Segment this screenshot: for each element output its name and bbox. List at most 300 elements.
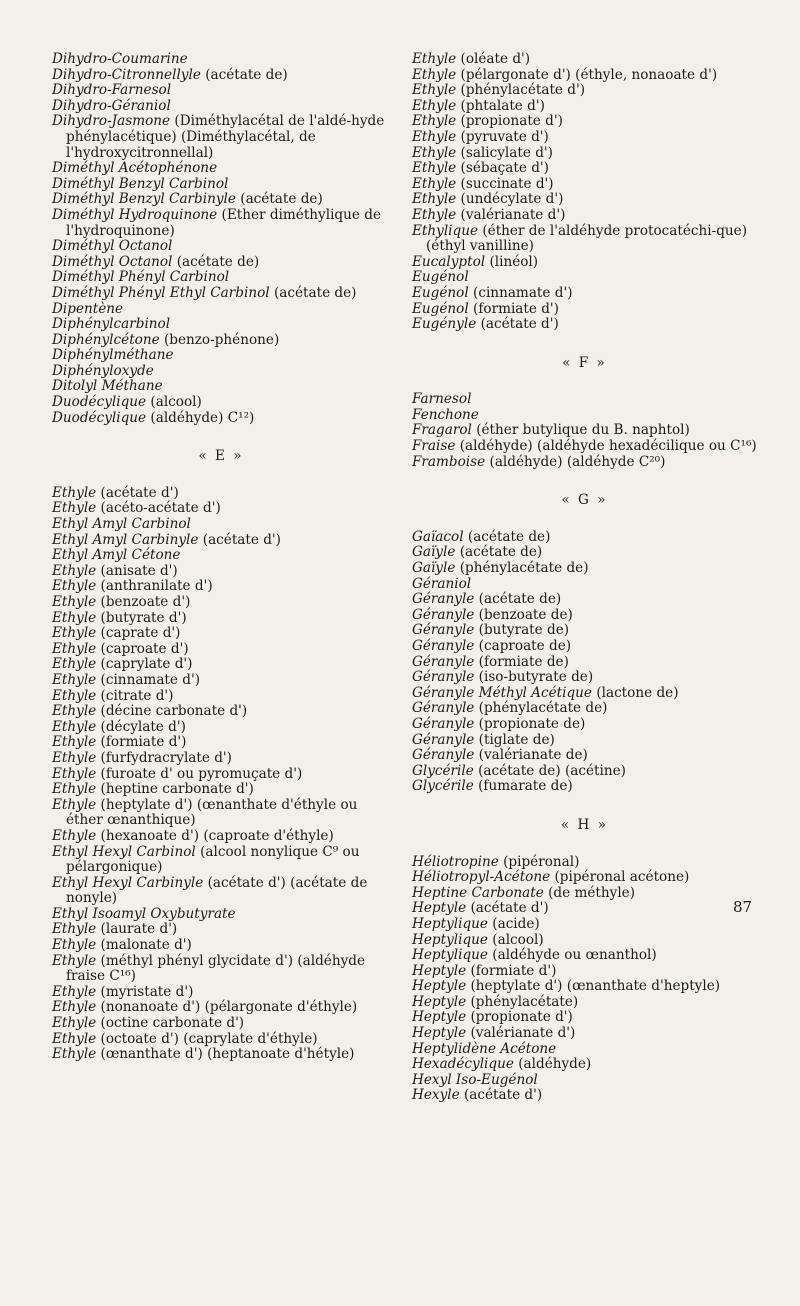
- index-entry: [52, 657, 390, 673]
- entry-term: Diméthyl Octanol: [52, 253, 173, 270]
- right-column: [412, 52, 757, 1104]
- index-entry: [52, 364, 390, 380]
- entry-description: (acétate de): [273, 284, 357, 301]
- entry-term: Ethyle: [412, 206, 457, 223]
- entry-term: Diphénylcétone: [52, 331, 160, 348]
- index-entry: [412, 733, 757, 749]
- entry-term: Ethyl Amyl Cétone: [52, 547, 181, 564]
- index-entry: [52, 1032, 390, 1048]
- index-entry: [52, 486, 390, 502]
- index-entry: [412, 917, 757, 933]
- entry-description: (phénylacétate): [470, 993, 579, 1010]
- entry-description: (acétate de): [478, 591, 562, 608]
- entry-term: Heptylique: [412, 931, 488, 948]
- entry-description: (pipéronal acétone): [554, 869, 690, 886]
- entry-term: Ethyle: [412, 144, 457, 161]
- entry-description: (alcool nonylique C⁹ ou pélargonique): [66, 843, 360, 876]
- entry-description: (valérianate d'): [470, 1025, 576, 1042]
- entry-description: (aldéhyde) (aldéhyde C²⁰): [489, 453, 666, 470]
- entry-description: (phénylacétate d'): [460, 82, 586, 99]
- index-entry: [52, 208, 390, 239]
- entry-term: Fraise: [412, 438, 456, 455]
- index-entry: [412, 948, 757, 964]
- index-entry: [52, 1047, 390, 1063]
- index-entry: [52, 782, 390, 798]
- entry-description: (hexanoate d') (caproate d'éthyle): [100, 827, 334, 844]
- entry-term: Heptyle: [412, 1025, 467, 1042]
- entry-term: Ethyle: [52, 937, 97, 954]
- entry-description: (pipéronal): [503, 853, 580, 870]
- entry-description: (caproate d'): [100, 640, 189, 657]
- entry-term: Géranyle: [412, 638, 475, 654]
- entry-term: Ethyle: [52, 921, 97, 938]
- index-entry: [412, 208, 757, 224]
- index-entry: [52, 379, 390, 395]
- entry-description: (heptylate d') (œnanthate d'heptyle): [470, 978, 721, 995]
- index-entry: [52, 411, 390, 427]
- entry-description: (Ether diméthylique de l'hydroquinone): [66, 206, 382, 239]
- entry-term: Géranyle: [412, 747, 475, 764]
- entry-description: (sébaçate d'): [460, 160, 549, 177]
- entry-term: Dihydro-Coumarine: [52, 51, 188, 67]
- index-entry: [52, 114, 390, 161]
- entry-term: Ethyle: [52, 1046, 97, 1063]
- entry-description: (undécylate d'): [460, 191, 564, 208]
- index-entry: [412, 901, 757, 917]
- entry-description: (benzoate d'): [100, 594, 191, 610]
- entry-term: Ethyle: [52, 703, 97, 720]
- index-entry: [412, 130, 757, 146]
- section-heading: « E »: [198, 448, 244, 465]
- index-entry: [52, 317, 390, 333]
- index-entry: [412, 255, 757, 271]
- entry-term: Ethyle: [52, 983, 97, 1000]
- entry-description: (formiate d'): [473, 300, 559, 317]
- index-entry: [412, 545, 757, 561]
- entry-term: Farnesol: [412, 391, 472, 408]
- entry-term: Heptyle: [412, 993, 467, 1010]
- entry-term: Ethylique: [412, 222, 479, 239]
- entry-description: (décine carbonate d'): [100, 703, 248, 720]
- entry-term: Ethyle: [52, 999, 97, 1016]
- index-entry: [412, 608, 757, 624]
- index-entry: [52, 68, 390, 84]
- entry-description: (lactone de): [596, 684, 679, 701]
- entry-term: Ethyle: [52, 625, 97, 642]
- entry-term: Ethyle: [412, 66, 457, 83]
- entry-description: (valérianate d'): [460, 206, 566, 223]
- index-entry: [412, 423, 757, 439]
- index-entry: [52, 286, 390, 302]
- index-entry: [412, 1088, 757, 1104]
- index-entry: [52, 673, 390, 689]
- index-entry: [52, 595, 390, 611]
- section-heading: « F »: [562, 354, 607, 371]
- index-entry: [412, 114, 757, 130]
- index-entry: [412, 83, 757, 99]
- entry-term: Ethyle: [52, 765, 97, 782]
- index-entry: [52, 845, 390, 876]
- entry-term: Ethyl Amyl Carbinyle: [52, 531, 199, 548]
- index-entry: [412, 177, 757, 193]
- entry-term: Fragarol: [412, 422, 472, 439]
- index-entry: [412, 408, 757, 424]
- entry-term: Eucalyptol: [412, 253, 486, 270]
- index-entry: [412, 439, 757, 455]
- index-entry: [412, 161, 757, 177]
- entry-description: (butyrate de): [478, 622, 570, 639]
- entry-description: (cinnamate d'): [473, 284, 573, 301]
- entry-description: (propionate d'): [460, 113, 563, 130]
- entry-term: Ethyl Amyl Carbinol: [52, 516, 191, 533]
- index-entry: [412, 561, 757, 577]
- index-entry: [52, 395, 390, 411]
- index-entry: [52, 333, 390, 349]
- entry-description: (succinate d'): [460, 175, 554, 192]
- entry-term: Eugénol: [412, 300, 469, 317]
- entry-term: Heptylidène Acétone: [412, 1040, 557, 1057]
- entry-term: Ethyl Hexyl Carbinol: [52, 843, 196, 860]
- entry-term: Glycérile: [412, 778, 474, 795]
- entry-description: (nonanoate d') (pélargonate d'éthyle): [100, 999, 358, 1016]
- entry-term: Dihydro-Géraniol: [52, 97, 171, 114]
- entry-description: (benzoate de): [478, 606, 573, 623]
- section-heading: « H »: [560, 816, 609, 833]
- entry-term: Ethyle: [52, 827, 97, 844]
- entry-term: Géranyle: [412, 669, 475, 686]
- entry-term: Géranyle: [412, 622, 475, 639]
- entry-description: (éther de l'aldéhyde protocatéchi-que) (éthyl vanilline): [426, 222, 748, 255]
- index-entry: [412, 592, 757, 608]
- index-entry: [412, 623, 757, 639]
- entry-term: Ethyle: [412, 160, 457, 177]
- entry-description: (acétate de): [205, 66, 288, 83]
- index-entry: [412, 68, 757, 84]
- entry-description: (laurate d'): [100, 921, 178, 938]
- entry-term: Hexyle: [412, 1087, 460, 1104]
- index-entry: [412, 886, 757, 902]
- index-entry: [412, 1042, 757, 1058]
- entry-term: Ethyle: [412, 51, 457, 67]
- entry-term: Diméthyl Octanol: [52, 238, 173, 255]
- index-entry: [52, 751, 390, 767]
- index-entry: [412, 779, 757, 795]
- entry-description: (phénylacétate de): [478, 700, 608, 717]
- index-entry: [412, 52, 757, 68]
- entry-term: Diméthyl Phényl Carbinol: [52, 269, 230, 286]
- index-entry: [52, 348, 390, 364]
- entry-term: Heptyle: [412, 962, 467, 979]
- entry-description: (tiglate de): [478, 731, 555, 748]
- index-entry: [52, 642, 390, 658]
- index-entry: [412, 224, 757, 255]
- entry-description: (iso-butyrate de): [478, 669, 594, 686]
- entry-description: (acétate de) (acétine): [478, 762, 626, 779]
- entry-term: Géranyle: [412, 731, 475, 748]
- index-entry: [412, 455, 757, 471]
- index-entry: [412, 192, 757, 208]
- entry-term: Ethyle: [412, 113, 457, 130]
- entry-description: (formiate d'): [100, 734, 187, 751]
- entry-description: (caprylate d'): [100, 656, 193, 673]
- entry-term: Ethyle: [52, 687, 97, 704]
- entry-description: (acétate d'): [100, 484, 179, 501]
- entry-description: (phtalate d'): [460, 97, 545, 114]
- entry-description: (citrate d'): [100, 687, 174, 704]
- entry-description: (acétate de): [176, 253, 260, 270]
- index-entry: [52, 938, 390, 954]
- entry-description: (caproate de): [478, 638, 572, 654]
- entry-description: (benzo-phénone): [163, 331, 280, 348]
- index-entry: [412, 99, 757, 115]
- entry-term: Ethyle: [412, 191, 457, 208]
- entry-description: (propionate de): [478, 715, 586, 732]
- entry-description: (anisate d'): [100, 562, 178, 579]
- index-entry: [52, 626, 390, 642]
- index-entry: [52, 798, 390, 829]
- entry-term: Fenchone: [412, 406, 479, 423]
- entry-description: (salicylate d'): [460, 144, 553, 161]
- entry-term: Gaïyle: [412, 544, 456, 561]
- index-entry: [412, 933, 757, 949]
- entry-term: Ethyle: [412, 82, 457, 99]
- index-entry: [412, 530, 757, 546]
- entry-term: Diméthyl Benzyl Carbinyle: [52, 191, 236, 208]
- entry-term: Géranyle: [412, 606, 475, 623]
- index-entry: [412, 317, 757, 333]
- index-entry: [412, 764, 757, 780]
- index-entry: [52, 611, 390, 627]
- entry-description: (acétate d'): [202, 531, 281, 548]
- entry-term: Diméthyl Benzyl Carbinol: [52, 175, 229, 192]
- entry-term: Ethyle: [412, 128, 457, 145]
- index-entry: [412, 870, 757, 886]
- index-entry: [412, 286, 757, 302]
- entry-term: Glycérile: [412, 762, 474, 779]
- entry-term: Géranyle Méthyl Acétique: [412, 684, 592, 701]
- entry-term: Ethyle: [52, 609, 97, 626]
- entry-description: (acéto-acétate d'): [100, 500, 221, 517]
- entry-term: Ethyle: [52, 500, 97, 517]
- entry-description: (éther butylique du B. naphtol): [476, 422, 690, 439]
- left-column: [52, 52, 390, 1063]
- entry-term: Eugénol: [412, 284, 469, 301]
- entry-description: (pyruvate d'): [460, 128, 549, 145]
- index-entry: [52, 1000, 390, 1016]
- entry-term: Duodécylique: [52, 394, 147, 411]
- entry-description: (myristate d'): [100, 983, 194, 1000]
- entry-description: (Diméthylacétal de l'aldé-hyde phénylacétique) (Diméthylacétal, de l'hydroxycitronnellal): [66, 113, 385, 161]
- entry-description: (alcool): [492, 931, 544, 948]
- entry-term: Framboise: [412, 453, 486, 470]
- entry-term: Diméthyl Acétophénone: [52, 160, 218, 177]
- entry-term: Eugénol: [412, 269, 469, 286]
- entry-description: (heptine carbonate d'): [100, 781, 254, 798]
- index-entry: [52, 501, 390, 517]
- entry-term: Heptylique: [412, 915, 488, 932]
- entry-description: (acétate d') (acétate de nonyle): [66, 874, 368, 907]
- entry-term: Gaïyle: [412, 560, 456, 577]
- entry-description: (décylate d'): [100, 718, 186, 735]
- entry-term: Ethyle: [52, 734, 97, 751]
- index-entry: [52, 579, 390, 595]
- index-entry: [52, 954, 390, 985]
- entry-term: Ethyle: [52, 671, 97, 688]
- entry-description: (furoate d' ou pyromuçate d'): [100, 765, 303, 782]
- index-entry: [412, 639, 757, 655]
- entry-term: Diméthyl Hydroquinone: [52, 206, 218, 223]
- entry-term: Ethyle: [52, 562, 97, 579]
- index-entry: [412, 270, 757, 286]
- index-entry: [412, 577, 757, 593]
- index-entry: [52, 564, 390, 580]
- entry-term: Géraniol: [412, 575, 472, 592]
- entry-term: Eugényle: [412, 316, 477, 333]
- entry-description: (valérianate de): [478, 747, 588, 764]
- index-entry: [412, 701, 757, 717]
- entry-term: Diphénylcarbinol: [52, 316, 171, 333]
- entry-term: Géranyle: [412, 715, 475, 732]
- entry-term: Ethyle: [52, 1015, 97, 1032]
- entry-description: (acétate de): [467, 528, 551, 545]
- entry-description: (acide): [492, 915, 540, 932]
- entry-description: (acétate de): [240, 191, 323, 208]
- entry-description: (aldéhyde ou œnanthol): [492, 947, 657, 964]
- entry-term: Géranyle: [412, 700, 475, 717]
- index-entry: [412, 1057, 757, 1073]
- entry-term: Géranyle: [412, 653, 475, 670]
- entry-term: Dipentène: [52, 300, 124, 317]
- entry-description: (linéol): [489, 253, 539, 270]
- index-entry: [52, 83, 390, 99]
- index-entry: [52, 517, 390, 533]
- entry-description: (caprate d'): [100, 625, 181, 642]
- index-entry: [412, 670, 757, 686]
- entry-description: (pélargonate d') (éthyle, nonaoate d'): [460, 66, 718, 83]
- index-entry: [412, 1010, 757, 1026]
- entry-description: (acétate d'): [463, 1087, 543, 1104]
- entry-description: (cinnamate d'): [100, 671, 200, 688]
- entry-term: Ethyle: [412, 97, 457, 114]
- entry-description: (acétate d'): [480, 316, 559, 333]
- index-entry: [412, 655, 757, 671]
- entry-description: (heptylate d') (œnanthate d'éthyle ou éther œnanthique): [66, 796, 358, 829]
- entry-term: Ethyl Isoamyl Oxybutyrate: [52, 905, 236, 922]
- entry-term: Heptyle: [412, 978, 467, 995]
- index-entry: [52, 1016, 390, 1032]
- entry-description: (alcool): [150, 394, 202, 411]
- index-entry: [52, 829, 390, 845]
- index-entry: [412, 392, 757, 408]
- entry-term: Ethyle: [52, 656, 97, 673]
- entry-description: (butyrate d'): [100, 609, 187, 626]
- entry-description: (propionate d'): [470, 1009, 573, 1026]
- index-entry: [412, 717, 757, 733]
- entry-description: (octine carbonate d'): [100, 1015, 245, 1032]
- entry-term: Ethyle: [52, 781, 97, 798]
- index-entry: [52, 922, 390, 938]
- entry-description: (formiate d'): [470, 962, 557, 979]
- entry-term: Ethyle: [412, 175, 457, 192]
- entry-description: (oléate d'): [460, 51, 531, 67]
- index-entry: [52, 99, 390, 115]
- index-entry: [52, 985, 390, 1001]
- index-entry: [52, 689, 390, 705]
- entry-term: Heptine Carbonate: [412, 884, 544, 901]
- entry-term: Ethyle: [52, 749, 97, 766]
- entry-term: Ditolyl Méthane: [52, 378, 163, 395]
- entry-term: Géranyle: [412, 591, 475, 608]
- entry-term: Hexyl Iso-Eugénol: [412, 1071, 538, 1088]
- entry-term: Ethyle: [52, 1030, 97, 1047]
- entry-term: Diphényloxyde: [52, 362, 154, 379]
- index-entry: [412, 686, 757, 702]
- entry-description: (aldéhyde) (aldéhyde hexadécilique ou C¹⁶): [459, 438, 757, 455]
- entry-description: (aldéhyde): [518, 1056, 592, 1073]
- entry-description: (aldéhyde) C¹²): [150, 409, 255, 426]
- entry-term: Héliotropyl-Acétone: [412, 869, 551, 886]
- index-entry: [52, 767, 390, 783]
- entry-term: Hexadécylique: [412, 1056, 514, 1073]
- entry-term: Diphénylméthane: [52, 347, 174, 364]
- index-entry: [412, 979, 757, 995]
- index-entry: [412, 1073, 757, 1089]
- entry-term: Dihydro-Farnesol: [52, 82, 172, 99]
- index-entry: [412, 995, 757, 1011]
- index-entry: [52, 255, 390, 271]
- entry-description: (œnanthate d') (heptanoate d'hétyle): [100, 1046, 355, 1063]
- index-entry: [52, 704, 390, 720]
- entry-description: (malonate d'): [100, 937, 192, 954]
- index-entry: [52, 177, 390, 193]
- entry-term: Duodécylique: [52, 409, 147, 426]
- index-entry: [52, 192, 390, 208]
- entry-term: Heptyle: [412, 900, 467, 917]
- index-entry: [52, 548, 390, 564]
- index-entry: [52, 52, 390, 68]
- index-entry: [52, 720, 390, 736]
- entry-term: Heptylique: [412, 947, 488, 964]
- index-entry: [412, 964, 757, 980]
- entry-description: (fumarate de): [478, 778, 573, 795]
- entry-description: (acétate d'): [470, 900, 549, 917]
- entry-term: Héliotropine: [412, 853, 499, 870]
- index-entry: [412, 748, 757, 764]
- entry-term: Ethyle: [52, 796, 97, 813]
- entry-description: (anthranilate d'): [100, 578, 213, 595]
- index-entry: [412, 302, 757, 318]
- entry-term: Ethyle: [52, 578, 97, 595]
- entry-term: Heptyle: [412, 1009, 467, 1026]
- entry-term: Gaïacol: [412, 528, 464, 545]
- index-entry: [52, 161, 390, 177]
- entry-description: (phénylacétate de): [459, 560, 589, 577]
- index-entry: [52, 533, 390, 549]
- entry-term: Ethyle: [52, 594, 97, 610]
- entry-term: Ethyle: [52, 484, 97, 501]
- entry-description: (de méthyle): [548, 884, 636, 901]
- entry-term: Dihydro-Citronnellyle: [52, 66, 201, 83]
- index-entry: [52, 270, 390, 286]
- entry-term: Dihydro-Jasmone: [52, 113, 171, 130]
- entry-description: (acétate de): [459, 544, 543, 561]
- index-entry: [52, 302, 390, 318]
- index-entry: [412, 146, 757, 162]
- entry-term: Ethyl Hexyl Carbinyle: [52, 874, 204, 891]
- section-heading: « G »: [561, 492, 608, 509]
- entry-term: Ethyle: [52, 640, 97, 657]
- index-entry: [52, 876, 390, 907]
